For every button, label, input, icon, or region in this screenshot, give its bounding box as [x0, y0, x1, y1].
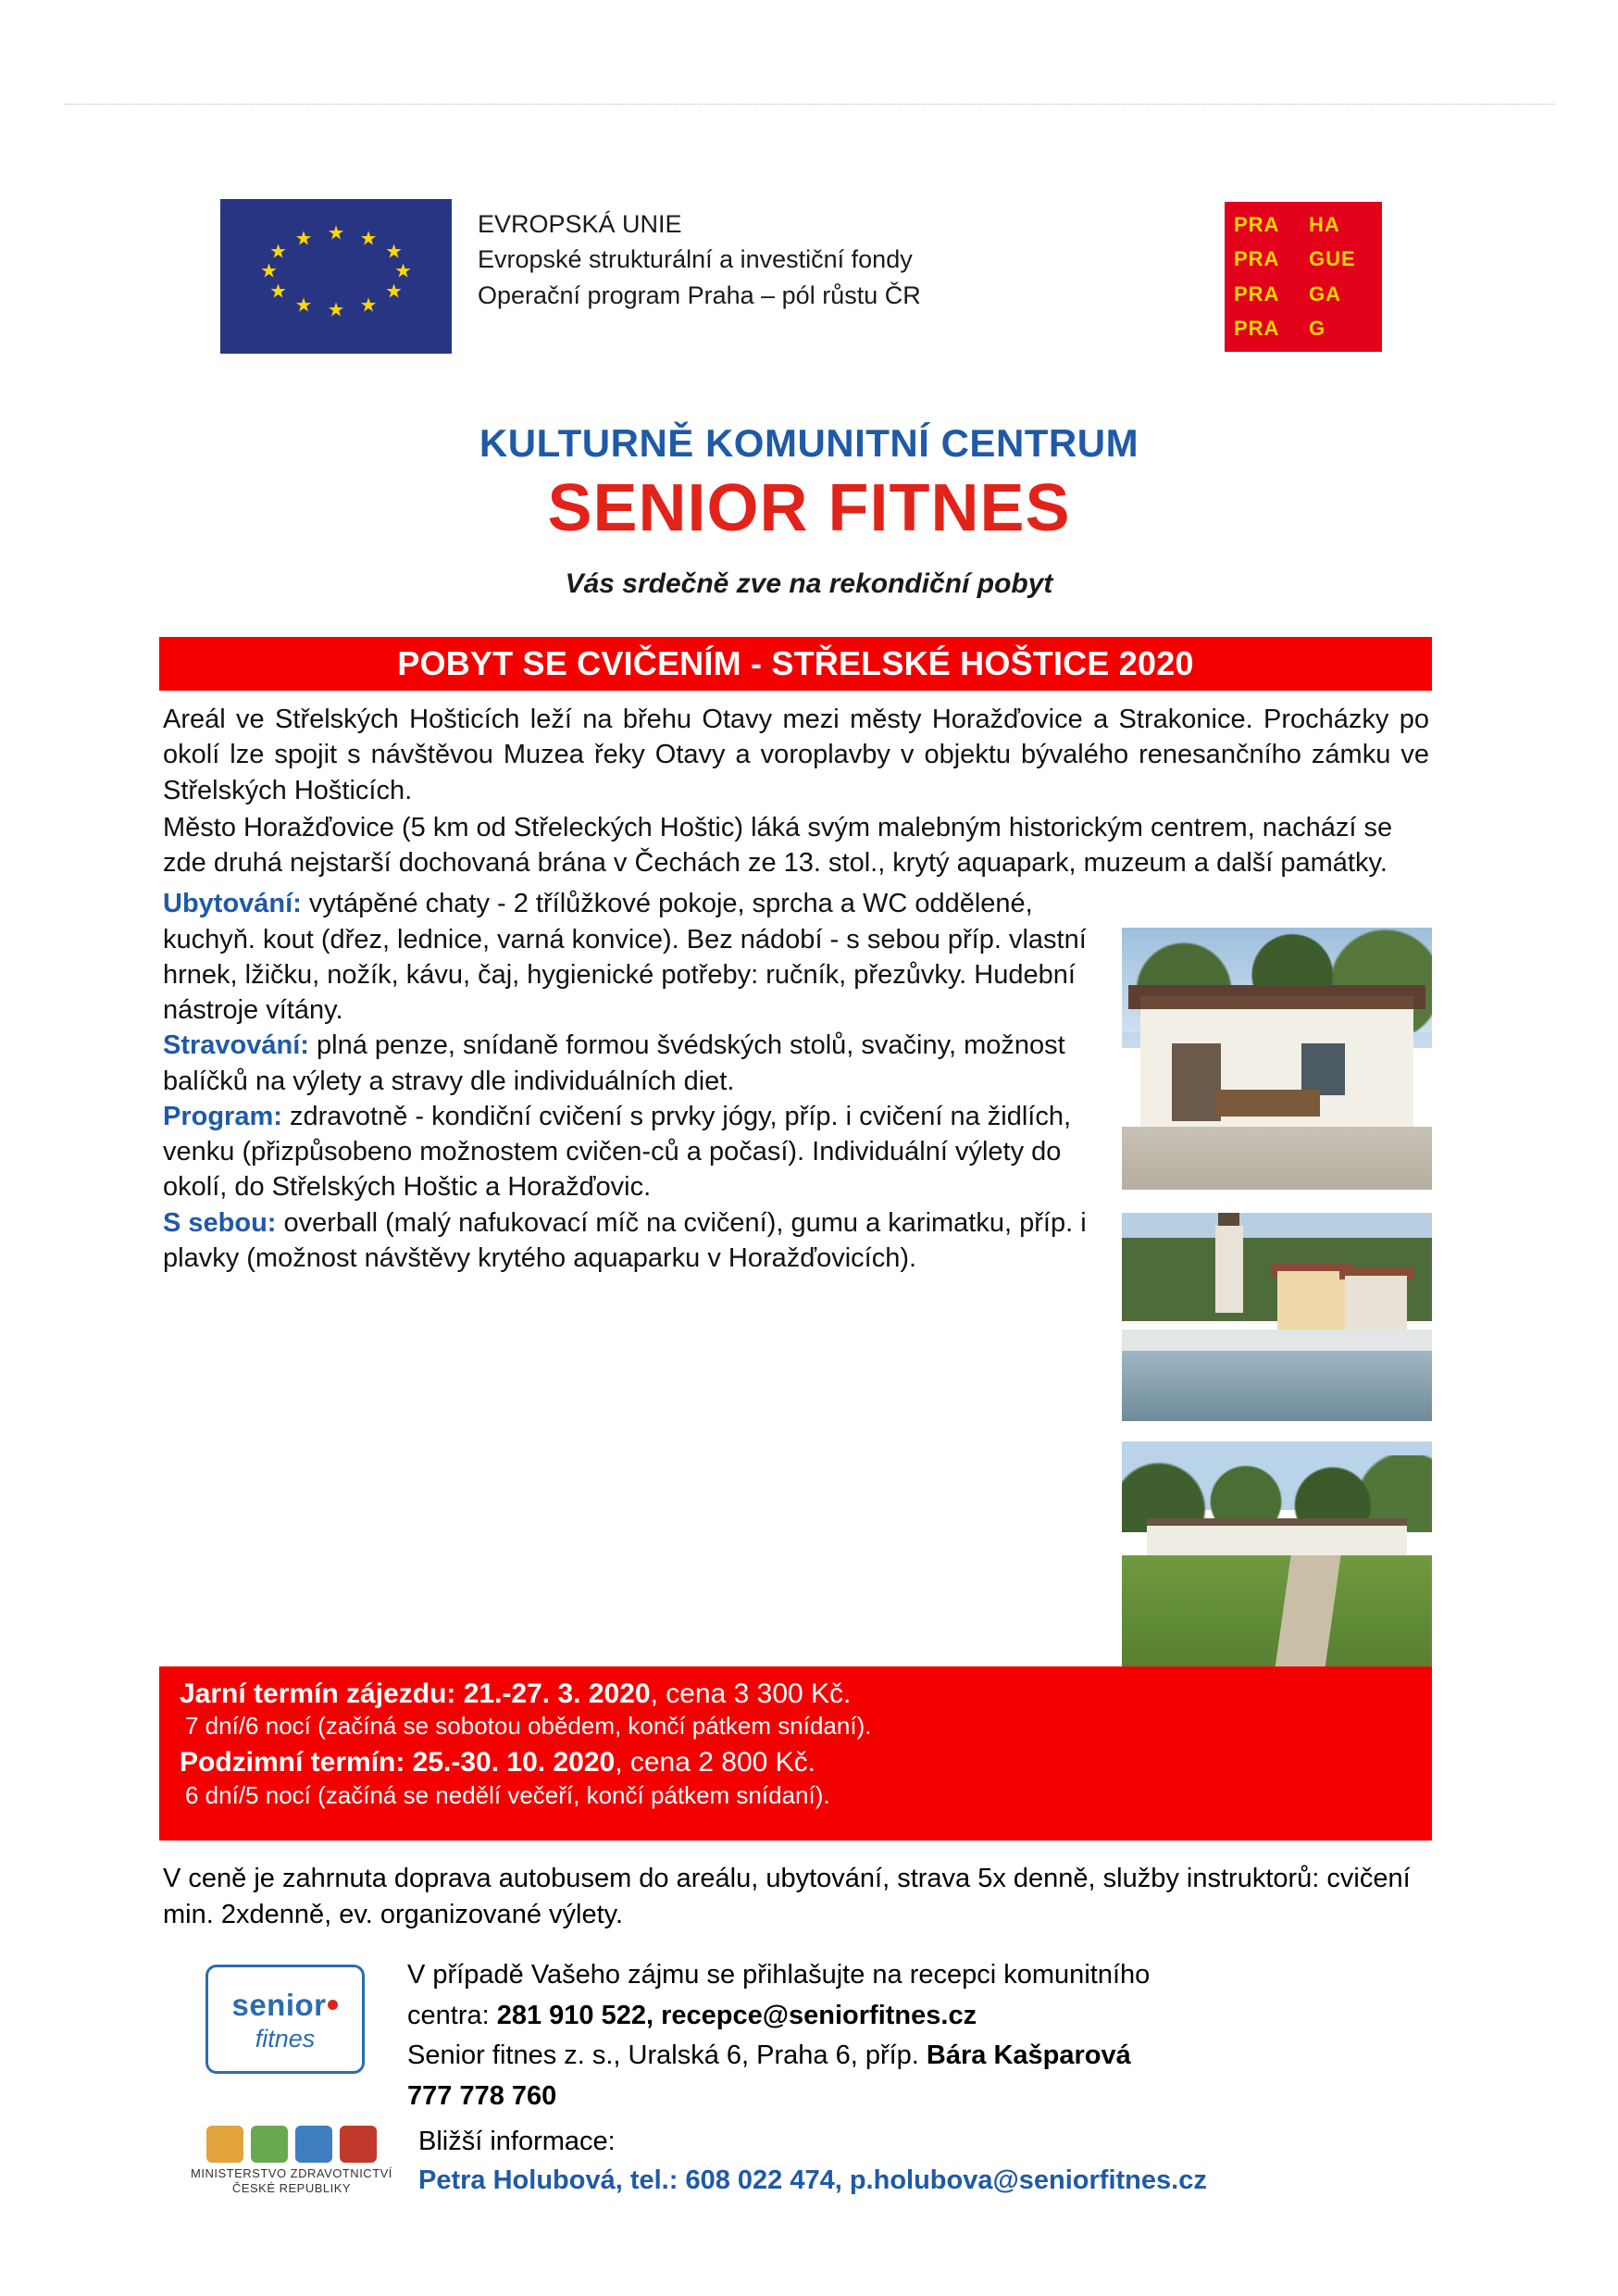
prague-cell-1: HA: [1309, 212, 1340, 236]
prague-logo: [1225, 202, 1382, 352]
eu-header: [220, 199, 921, 354]
autumn-term-price: , cena 2 800 Kč.: [615, 1747, 815, 1778]
further-info-block: [418, 2122, 1437, 2200]
prague-cell-5: GA: [1309, 281, 1341, 306]
eu-line-3: Operační program Praha – pól růstu ČR: [478, 281, 921, 309]
section-text-ubytovani: vytápěné chaty - 2 třílůžkové pokoje, sprcha a WC oddělené, kuchyň. kout (dřez, lednice, varná konvice). Bez nádobí - s sebou příp. vlastní hrnek, lžičku, nožík, kávu, čaj, hygienické potřeby: ručník, přezůvky. Hudební nástroje vítány.: [163, 889, 1087, 1026]
contact-person-phone: 777 778 760: [407, 2080, 557, 2111]
page-title: SENIOR FITNES: [547, 471, 1071, 545]
section-program: [163, 1099, 1098, 1205]
ministry-caption-line-2: ČESKÉ REPUBLIKY: [231, 2181, 352, 2196]
section-text-program: zdravotně - kondiční cvičení s prvky jógy, příp. i cvičení na židlích, venku (přizpůsobeno možnostem cvičen-ců a počasí). Individuální výlety do okolí, do Střelských Hoštic a Horažďovic.: [163, 1101, 1072, 1203]
contact-line-2-plain: centra:: [407, 2000, 497, 2030]
inclusions-paragraph: V ceně je zahrnuta doprava autobusem do areálu, ubytování, strava 5x denně, služby instruktorů: cvičení min. 2xdenně, ev. organizované výlety.: [163, 1864, 1411, 1930]
senior-fitnes-logo: [205, 1965, 365, 2074]
prague-cell-3: GUE: [1309, 247, 1356, 271]
intro-paragraph-2: Město Horažďovice (5 km od Střeleckých Hoštic) láká svým malebným historickým centrem, nachází se zde druhá nejstarší dochovaná brána v Čechách ze 13. stol., krytý aquapark, muzeum a další památky.: [163, 812, 1393, 879]
ministry-icons: [185, 2118, 398, 2163]
eu-line-2: Evropské strukturální a investiční fondy: [478, 245, 913, 274]
spring-term-detail: 7 dní/6 nocí (začíná se sobotou obědem, končí pátkem snídaní).: [185, 1712, 872, 1741]
top-divider: [65, 104, 1555, 105]
ministry-icon-2: [251, 2126, 288, 2163]
logo-bottom-text: fitnes: [255, 2025, 316, 2053]
contact-phone-email: 281 910 522, recepce@seniorfitnes.cz: [496, 2000, 977, 2030]
section-s-sebou: [163, 1205, 1098, 1277]
ministry-caption-line-1: MINISTERSTVO ZDRAVOTNICTVÍ: [191, 2166, 392, 2180]
contact-line-2: [407, 1996, 1435, 2037]
ministry-of-health-logo: [185, 2118, 398, 2197]
ministry-icon-3: [295, 2126, 332, 2163]
autumn-term-line: [180, 1746, 1412, 1778]
ministry-icon-4: [340, 2126, 377, 2163]
spring-term-price: , cena 3 300 Kč.: [650, 1678, 852, 1709]
event-banner: [159, 637, 1432, 691]
spring-term-line: [180, 1678, 1412, 1710]
prague-cell-0: PRA: [1234, 212, 1280, 236]
section-text-stravovani: plná penze, snídaně formou švédských stolů, svačiny, možnost balíčků na výlety a stravy dle individuálních diet.: [163, 1030, 1065, 1096]
photo-village-river: [1122, 1213, 1432, 1421]
prague-cell-6: PRA: [1234, 317, 1280, 341]
autumn-term-detail: 6 dní/5 nocí (začíná se nedělí večeří, končí pátkem snídaní).: [185, 1780, 830, 1809]
further-info-contact: Petra Holubová, tel.: 608 022 474, p.holubova@seniorfitnes.cz: [418, 2165, 1207, 2196]
contact-line-1: V případě Vašeho zájmu se přihlašujte na recepci komunitního: [407, 1960, 1151, 1990]
eu-line-1: EVROPSKÁ UNIE: [478, 210, 682, 238]
photo-cabins-lawn: [1122, 1441, 1432, 1668]
eu-flag-icon: ★ ★ ★ ★ ★ ★ ★ ★ ★ ★ ★ ★: [220, 199, 452, 354]
eu-text: [478, 199, 921, 313]
section-label-ubytovani: Ubytování:: [163, 889, 302, 919]
section-label-s-sebou: S sebou:: [163, 1207, 277, 1238]
contact-block: [407, 1955, 1435, 2116]
section-text-s-sebou: overball (malý nafukovací míč na cvičení), gumu a karimatku, příp. i plavky (možnost návštěvy krytého aquaparku v Horažďovicích).: [163, 1207, 1087, 1273]
spring-term-label: Jarní termín zájezdu: 21.-27. 3. 2020: [180, 1678, 651, 1709]
section-stravovani: [163, 1028, 1098, 1099]
center-name: KULTURNĚ KOMUNITNÍ CENTRUM: [479, 421, 1139, 465]
ministry-icon-1: [206, 2126, 243, 2163]
ministry-caption: [185, 2166, 398, 2197]
logo-accent-dot-icon: [328, 2000, 338, 2010]
logo-top-text: [208, 1988, 362, 2023]
section-ubytovani: [163, 886, 1098, 1028]
contact-address: Senior fitnes z. s., Uralská 6, Praha 6, příp.: [407, 2040, 927, 2070]
intro-paragraph-1: Areál ve Střelských Hošticích leží na břehu Otavy mezi městy Horažďovice a Strakonice. Procházky po okolí lze spojit s návštěvou Muzea řeky Otavy a voroplavby v objektu bývalého renesančního zámku ve Střelských Hošticích.: [163, 705, 1429, 805]
event-banner-text: POBYT SE CVIČENÍM - STŘELSKÉ HOŠTICE 2020: [397, 644, 1194, 682]
contact-line-3: [407, 2036, 1435, 2077]
section-label-program: Program:: [163, 1101, 282, 1131]
section-label-stravovani: Stravování:: [163, 1030, 309, 1061]
further-info-label: Bližší informace:: [418, 2127, 616, 2156]
invitation-subtitle: Vás srdečně zve na rekondiční pobyt: [565, 568, 1053, 599]
prague-cell-4: PRA: [1234, 281, 1280, 306]
autumn-term-label: Podzimní termín: 25.-30. 10. 2020: [180, 1747, 616, 1778]
contact-person-name: Bára Kašparová: [926, 2040, 1131, 2070]
logo-word-senior: senior: [231, 1988, 327, 2022]
photo-cabin-exterior: [1122, 928, 1432, 1190]
price-box: [159, 1666, 1432, 1841]
prague-cell-2: PRA: [1234, 247, 1280, 271]
prague-cell-7: G: [1309, 317, 1326, 341]
